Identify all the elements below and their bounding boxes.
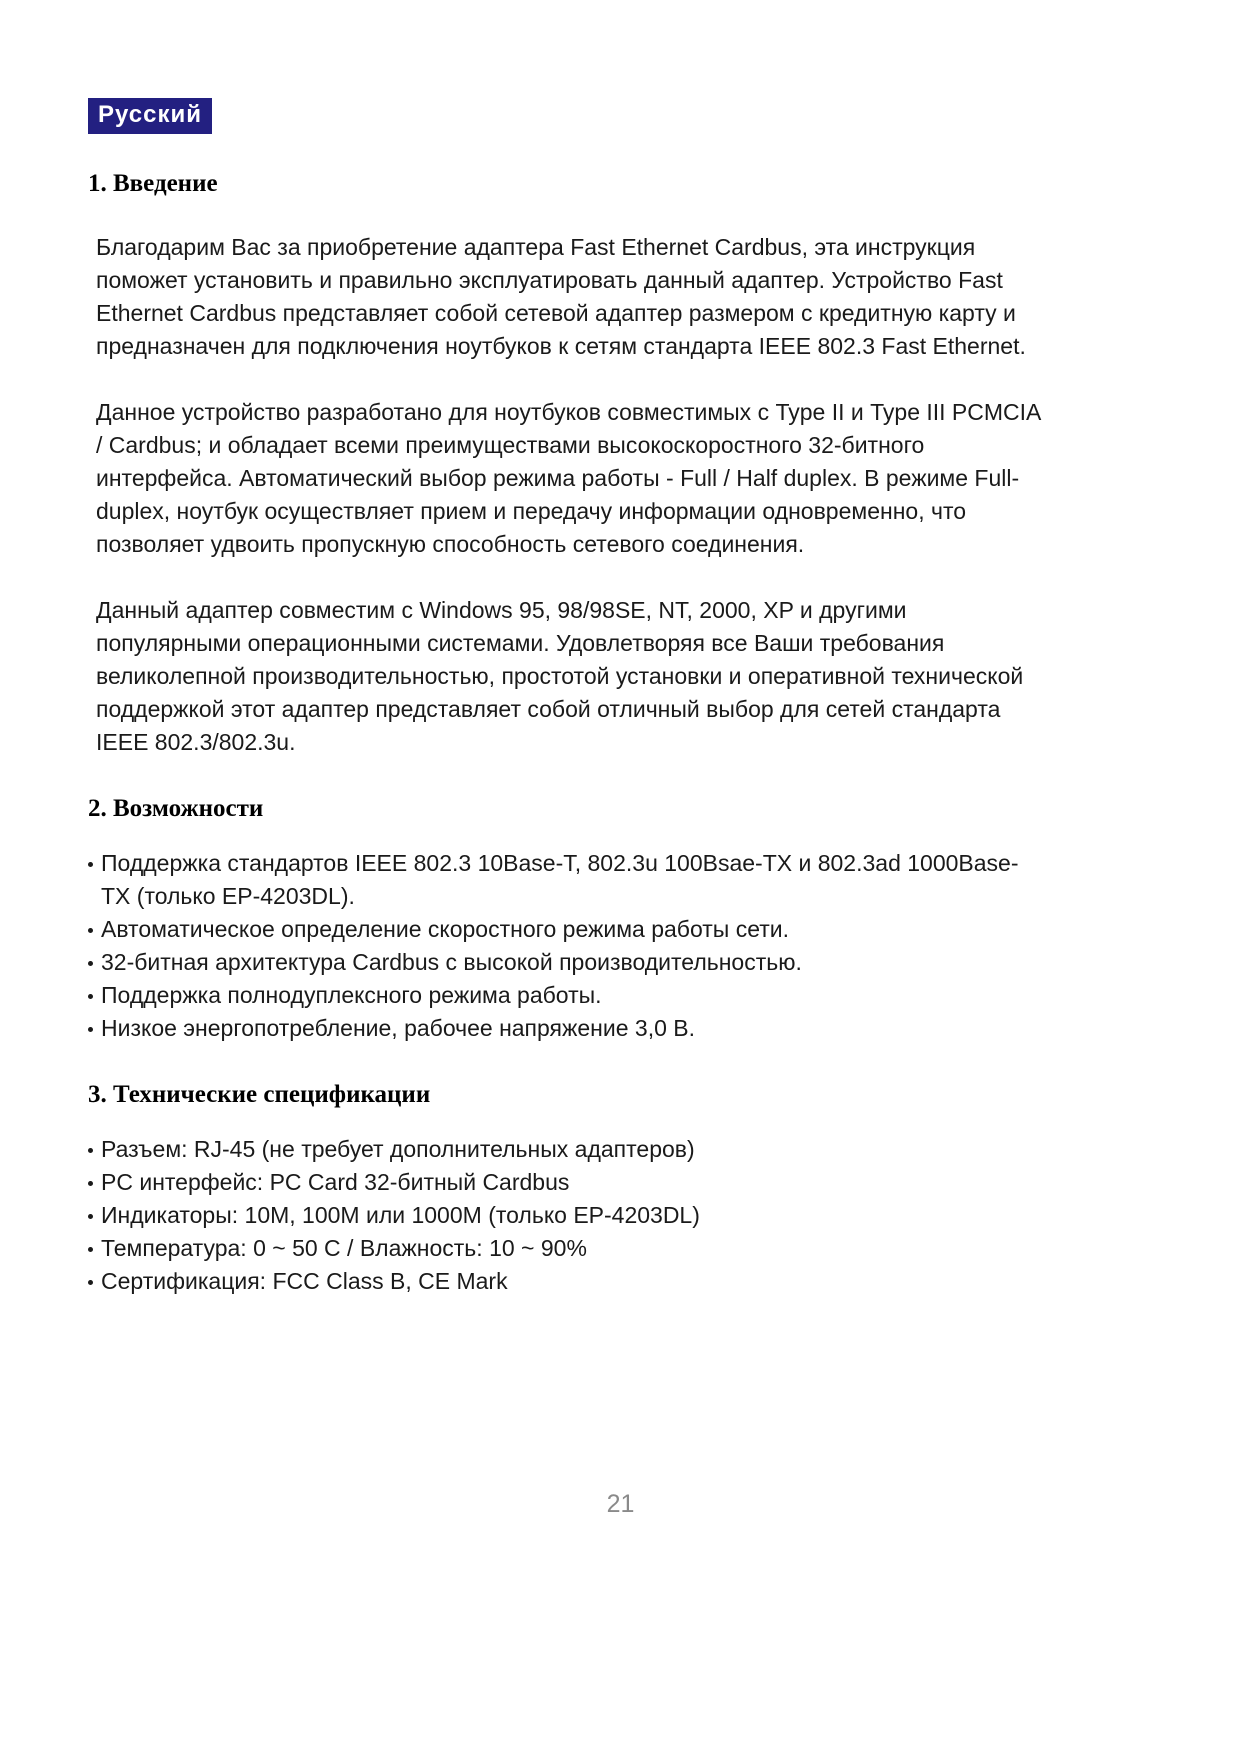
bullet-icon <box>88 994 93 999</box>
section-heading-specifications: 3. Технические спецификации <box>88 1081 431 1108</box>
list-item <box>88 1265 1038 1298</box>
list-item <box>88 1133 1038 1166</box>
list-item-text: PC интерфейс: PC Card 32-битный Cardbus <box>101 1169 570 1195</box>
introduction-body <box>96 231 1046 759</box>
intro-paragraph-1: Благодарим Вас за приобретение адаптера Fast Ethernet Cardbus, эта инструкция поможет установить и правильно эксплуатировать данный адаптер. Устройство Fast Ethernet Cardbus представляет собой сетевой адаптер размером с кредитную карту и предназначен для подключения ноутбуков к сетям стандарта IEEE 802.3 Fast Ethernet. <box>96 234 1026 359</box>
list-item <box>88 979 1038 1012</box>
bullet-icon <box>88 928 93 933</box>
list-item-text: Сертификация: FCC Class B, CE Mark <box>101 1268 508 1294</box>
list-item-text: Температура: 0 ~ 50 C / Влажность: 10 ~ 90% <box>101 1235 587 1261</box>
list-item <box>88 1232 1038 1265</box>
page-number: 21 <box>606 1490 635 1518</box>
list-item <box>88 1166 1038 1199</box>
bullet-icon <box>88 1247 93 1252</box>
bullet-icon <box>88 1181 93 1186</box>
list-item-text: Разъем: RJ-45 (не требует дополнительных адаптеров) <box>101 1136 695 1162</box>
list-item <box>88 913 1038 946</box>
list-item-text: Поддержка стандартов IEEE 802.3 10Base-T, 802.3u 100Bsae-TX и 802.3ad 1000Base-TX (только EP-4203DL). <box>101 850 1019 909</box>
list-item-text: Низкое энергопотребление, рабочее напряжение 3,0 В. <box>101 1015 696 1041</box>
bullet-icon <box>88 1148 93 1153</box>
bullet-icon <box>88 1027 93 1032</box>
list-item-text: Автоматическое определение скоростного режима работы сети. <box>101 916 790 942</box>
intro-paragraph-3: Данный адаптер совместим с Windows 95, 98/98SE, NT, 2000, XP и другими популярными операционными системами. Удовлетворяя все Ваши требования великолепной производительностью, простотой установки и оперативной технической поддержкой этот адаптер представляет собой отличный выбор для сетей стандарта IEEE 802.3/802.3u. <box>96 597 1024 755</box>
list-item <box>88 847 1038 913</box>
bullet-icon <box>88 961 93 966</box>
specifications-list <box>88 1133 1038 1298</box>
list-item-text: Индикаторы: 10M, 100M или 1000M (только EP-4203DL) <box>101 1202 700 1228</box>
list-item <box>88 1199 1038 1232</box>
bullet-icon <box>88 1280 93 1285</box>
bullet-icon <box>88 862 93 867</box>
features-list <box>88 847 1038 1045</box>
list-item <box>88 946 1038 979</box>
section-heading-introduction: 1. Введение <box>88 170 218 197</box>
section-heading-features: 2. Возможности <box>88 795 264 822</box>
list-item <box>88 1012 1038 1045</box>
language-badge: Русский <box>88 98 212 134</box>
intro-paragraph-2: Данное устройство разработано для ноутбуков совместимых с Type II и Type III PCMCIA / Cardbus; и обладает всеми преимуществами высокоскоростного 32-битного интерфейса. Автоматический выбор режима работы - Full / Half duplex. В режиме Full-duplex, ноутбук осуществляет прием и передачу информации одновременно, что позволяет удвоить пропускную способность сетевого соединения. <box>96 399 1041 557</box>
list-item-text: Поддержка полнодуплексного режима работы. <box>101 982 602 1008</box>
bullet-icon <box>88 1214 93 1219</box>
list-item-text: 32-битная архитектура Cardbus с высокой производительностью. <box>101 949 802 975</box>
